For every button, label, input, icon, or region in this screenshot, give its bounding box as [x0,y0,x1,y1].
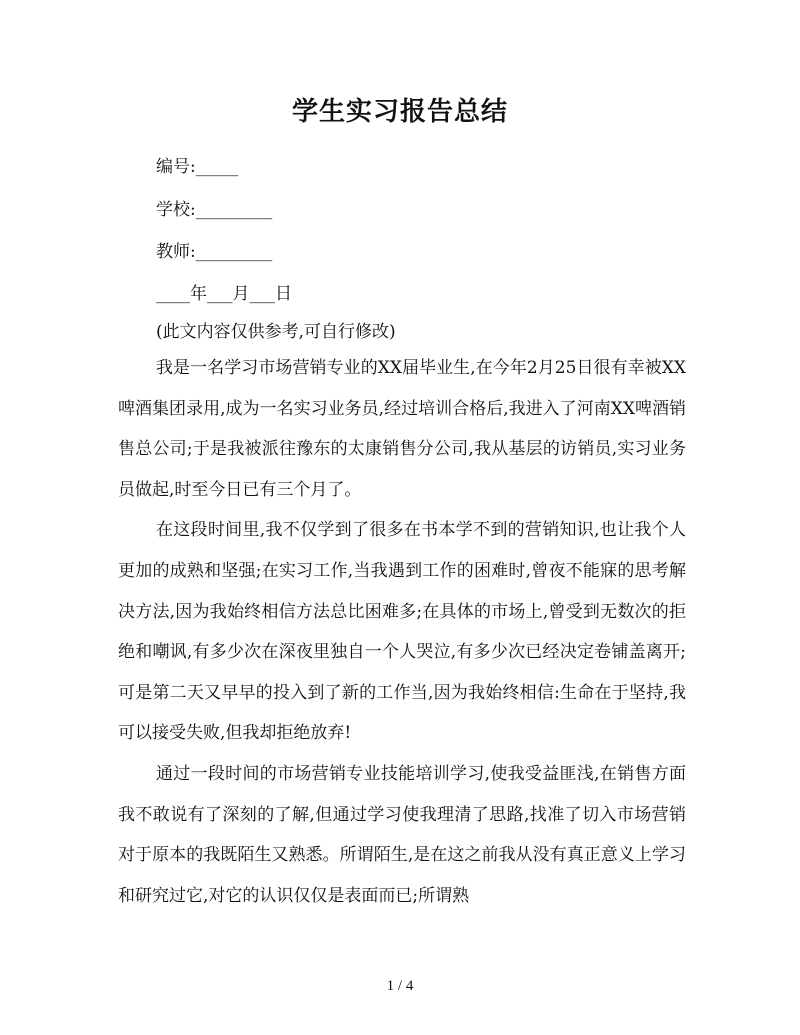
paragraph-2: 在这段时间里,我不仅学到了很多在书本学不到的营销知识,也让我个人更加的成熟和坚强;在实习工作,当我遇到工作的困难时,曾夜不能寐的思考解决方法,因为我始终相信方法总比困难多;在具体的市场上,曾受到无数次的拒绝和嘲讽,有多少次在深夜里独自一个人哭泣,有多少次已经决定卷铺盖离开;可是第二天又早早的投入到了新的工作当,因为我始终相信:生命在于坚持,我可以接受失败,但我却拒绝放弃! [118,520,686,744]
school-field: 学校:_________ [156,200,273,220]
paragraph-1: 我是一名学习市场营销专业的XX届毕业生,在今年2月25日很有幸被XX啤酒集团录用,成为一名实习业务员,经过培训合格后,我进入了河南XX啤酒销售总公司;于是我被派往豫东的太康销售分公司,我从基层的访销员,实习业务员做起,时至今日已有三个月了。 [118,358,686,500]
disclaimer-note: (此文内容仅供参考,可自行修改) [156,322,396,342]
date-field: ____年___月___日 [156,284,292,304]
document-title: 学生实习报告总结 [291,97,508,127]
paragraph-3: 通过一段时间的市场营销专业技能培训学习,使我受益匪浅,在销售方面我不敢说有了深刻的了解,但通过学习使我理清了思路,找准了切入市场营销对于原本的我既陌生又熟悉。所谓陌生,是在这之前我从没有真正意义上学习和研究过它,对它的认识仅仅是表面而已;所谓熟 [118,763,686,906]
number-field: 编号:_____ [156,157,239,177]
page-number: 1 / 4 [386,978,414,994]
teacher-field: 教师:_________ [156,242,273,262]
body-text [118,348,686,916]
